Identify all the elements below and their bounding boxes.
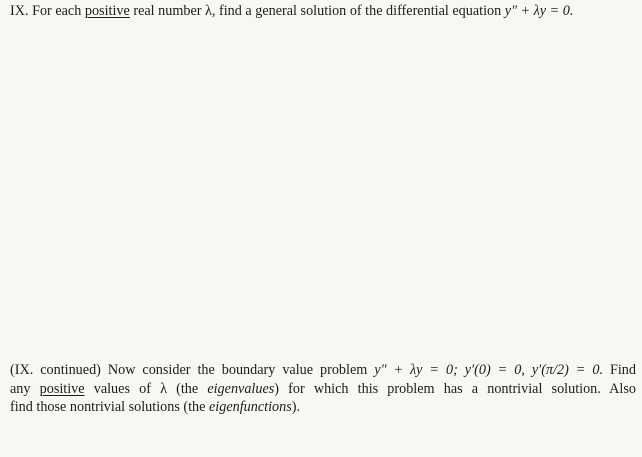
continued-line-1: [10, 361, 636, 380]
problem-ix-lead: IX. For each: [10, 3, 85, 19]
positive-underlined: positive: [84, 3, 130, 19]
problem-ix-text: real number λ, find a general solution of the differential equation: [129, 3, 505, 19]
continued-line-1-end: Find: [603, 362, 636, 378]
continued-line-1-text: (IX. continued) Now consider the boundary value problem: [10, 362, 375, 378]
continued-line-2-mid: values of λ (the: [84, 380, 208, 397]
continued-line-3-start: find those nontrivial solutions (the: [10, 399, 209, 415]
continued-line-2: [10, 380, 636, 399]
continued-line-3-end: ).: [291, 399, 301, 415]
problem-ix: [10, 2, 635, 20]
eigenvalues-term: eigenvalues: [207, 380, 275, 397]
positive-underlined-2: positive: [39, 380, 85, 397]
continued-line-3: [10, 398, 636, 417]
continued-line-2-start: any: [10, 380, 40, 397]
continued-line-2-end: ) for which this problem has a nontrivial solution. Also: [274, 380, 636, 397]
problem-ix-continued: [10, 361, 636, 417]
boundary-value-equation: y″ + λy = 0; y′(0) = 0, y′(π/2) = 0.: [374, 362, 603, 378]
eigenfunctions-term: eigenfunctions: [209, 399, 292, 415]
differential-equation: y″ + λy = 0.: [504, 3, 574, 19]
